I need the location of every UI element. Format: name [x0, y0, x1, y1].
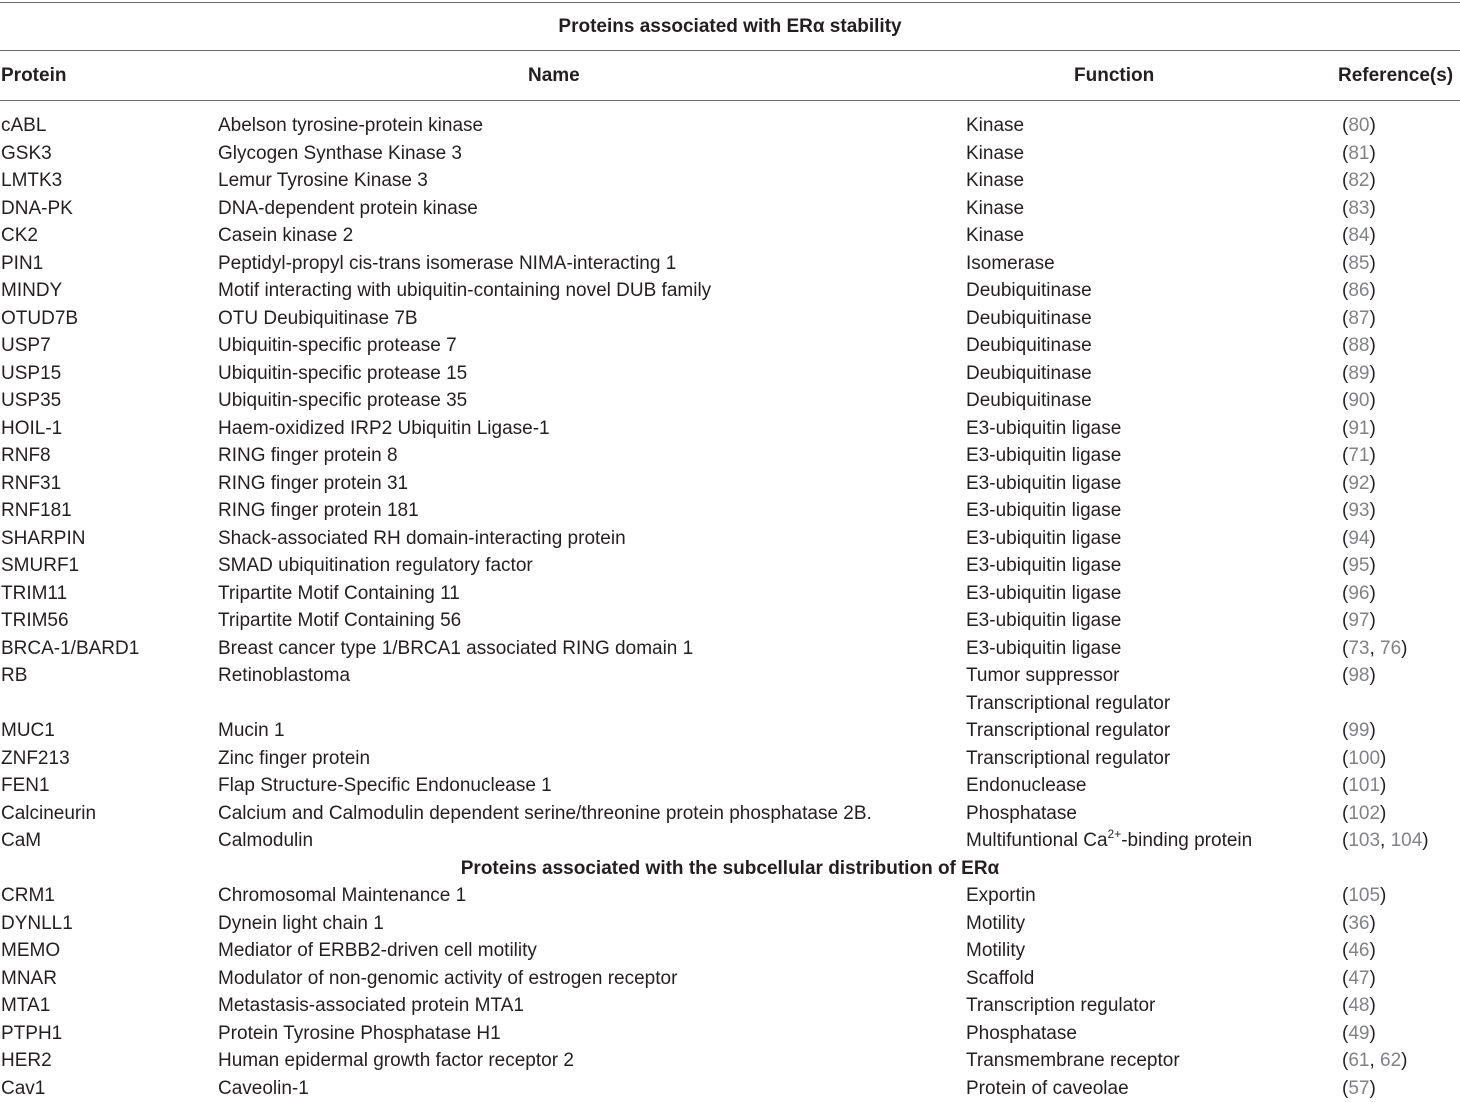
table-row — [0, 305, 1460, 333]
name-cell: RING finger protein 31 — [218, 470, 408, 498]
protein-cell: DYNLL1 — [1, 910, 73, 938]
function-line: E3-ubiquitin ligase — [966, 415, 1121, 443]
protein-cell: RB — [1, 662, 27, 690]
function-line: E3-ubiquitin ligase — [966, 470, 1121, 498]
reference-cell: (71) — [1342, 442, 1376, 470]
reference-link[interactable]: 105 — [1348, 885, 1380, 906]
name-cell: Modulator of non-genomic activity of estrogen receptor — [218, 965, 677, 993]
protein-cell: SHARPIN — [1, 525, 85, 553]
name-cell: RING finger protein 181 — [218, 497, 419, 525]
protein-cell: OTUD7B — [1, 305, 78, 333]
protein-cell: BRCA-1/BARD1 — [1, 635, 139, 663]
name-cell: Breast cancer type 1/BRCA1 associated RING domain 1 — [218, 635, 693, 663]
table-row — [0, 992, 1460, 1020]
function-line: Motility — [966, 937, 1025, 965]
function-cell — [966, 937, 1025, 965]
reference-link[interactable]: 92 — [1348, 473, 1369, 494]
function-line: Deubiquitinase — [966, 387, 1092, 415]
protein-cell: GSK3 — [1, 140, 52, 168]
reference-link[interactable]: 62 — [1380, 1050, 1401, 1071]
function-line: Kinase — [966, 222, 1024, 250]
table-body — [0, 112, 1460, 1102]
reference-link[interactable]: 102 — [1348, 803, 1380, 824]
reference-link[interactable]: 104 — [1391, 830, 1423, 851]
function-line: Motility — [966, 910, 1025, 938]
protein-cell: ZNF213 — [1, 745, 70, 773]
table-row — [0, 1047, 1460, 1075]
name-cell: Haem-oxidized IRP2 Ubiquitin Ligase-1 — [218, 415, 550, 443]
function-cell — [966, 717, 1170, 745]
reference-cell: (83) — [1342, 195, 1376, 223]
name-cell: Calmodulin — [218, 827, 313, 855]
function-line: Transcription regulator — [966, 992, 1155, 1020]
table-row — [0, 497, 1460, 525]
function-cell — [966, 387, 1092, 415]
title-rule — [0, 50, 1460, 51]
function-cell — [966, 662, 1170, 717]
reference-link[interactable]: 73 — [1348, 638, 1369, 659]
protein-cell: USP35 — [1, 387, 61, 415]
reference-cell: (36) — [1342, 910, 1376, 938]
name-cell: Tripartite Motif Containing 56 — [218, 607, 461, 635]
function-line: Tumor suppressor — [966, 662, 1170, 690]
function-line: Transcriptional regulator — [966, 690, 1170, 718]
protein-cell: Cav1 — [1, 1075, 45, 1102]
protein-cell: HER2 — [1, 1047, 52, 1075]
name-cell: Protein Tyrosine Phosphatase H1 — [218, 1020, 501, 1048]
protein-cell: HOIL-1 — [1, 415, 62, 443]
table-row — [0, 442, 1460, 470]
function-cell — [966, 910, 1025, 938]
name-cell: Tripartite Motif Containing 11 — [218, 580, 460, 608]
reference-cell: (80) — [1342, 112, 1376, 140]
column-header-row — [0, 62, 1460, 90]
reference-cell: (89) — [1342, 360, 1376, 388]
table-row — [0, 167, 1460, 195]
protein-cell: MNAR — [1, 965, 57, 993]
reference-cell: (96) — [1342, 580, 1376, 608]
name-cell: Motif interacting with ubiquitin-containing novel DUB family — [218, 277, 711, 305]
reference-link[interactable]: 46 — [1348, 940, 1369, 961]
reference-cell: (101) — [1342, 772, 1386, 800]
header-references: Reference(s) — [1338, 62, 1453, 90]
reference-link[interactable]: 96 — [1348, 583, 1369, 604]
function-line: E3-ubiquitin ligase — [966, 635, 1121, 663]
table-row — [0, 1020, 1460, 1048]
reference-cell: (95) — [1342, 552, 1376, 580]
function-cell — [966, 222, 1024, 250]
name-cell: Abelson tyrosine-protein kinase — [218, 112, 483, 140]
function-cell — [966, 552, 1121, 580]
reference-cell: (47) — [1342, 965, 1376, 993]
reference-link[interactable]: 85 — [1348, 253, 1369, 274]
function-cell — [966, 580, 1121, 608]
function-line: E3-ubiquitin ligase — [966, 442, 1121, 470]
reference-cell: (81) — [1342, 140, 1376, 168]
function-cell — [966, 772, 1086, 800]
name-cell: Chromosomal Maintenance 1 — [218, 882, 466, 910]
reference-cell: (46) — [1342, 937, 1376, 965]
table-row — [0, 772, 1460, 800]
function-line: Phosphatase — [966, 1020, 1077, 1048]
reference-link[interactable]: 101 — [1348, 775, 1380, 796]
function-line: Kinase — [966, 167, 1024, 195]
function-cell — [966, 360, 1092, 388]
name-cell: DNA-dependent protein kinase — [218, 195, 478, 223]
function-cell — [966, 525, 1121, 553]
protein-cell: MUC1 — [1, 717, 55, 745]
protein-cell: TRIM56 — [1, 607, 69, 635]
function-line: Kinase — [966, 140, 1024, 168]
function-cell — [966, 195, 1024, 223]
function-line: Endonuclease — [966, 772, 1086, 800]
table-row — [0, 745, 1460, 773]
reference-cell: (73, 76) — [1342, 635, 1408, 663]
table-row — [0, 112, 1460, 140]
table-row — [0, 140, 1460, 168]
function-cell — [966, 112, 1024, 140]
table-row — [0, 332, 1460, 360]
function-cell — [966, 167, 1024, 195]
function-cell — [966, 442, 1121, 470]
function-cell — [966, 965, 1034, 993]
section-heading: Proteins associated with the subcellular distribution of ERα — [0, 855, 1460, 883]
name-cell: SMAD ubiquitination regulatory factor — [218, 552, 533, 580]
protein-cell: CaM — [1, 827, 41, 855]
function-superscript: 2+ — [1108, 827, 1122, 841]
reference-cell: (49) — [1342, 1020, 1376, 1048]
name-cell: Shack-associated RH domain-interacting protein — [218, 525, 626, 553]
reference-link[interactable]: 82 — [1348, 170, 1369, 191]
protein-cell: MINDY — [1, 277, 62, 305]
function-text: Multifuntional Ca — [966, 830, 1108, 851]
reference-link[interactable]: 36 — [1348, 913, 1369, 934]
function-cell — [966, 305, 1092, 333]
function-line: E3-ubiquitin ligase — [966, 607, 1121, 635]
top-rule — [0, 2, 1460, 3]
header-function: Function — [1074, 62, 1154, 90]
table-row — [0, 525, 1460, 553]
reference-link[interactable]: 87 — [1348, 308, 1369, 329]
name-cell: Retinoblastoma — [218, 662, 350, 690]
table-row — [0, 387, 1460, 415]
function-line: Deubiquitinase — [966, 277, 1092, 305]
table-row — [0, 800, 1460, 828]
function-cell — [966, 1020, 1077, 1048]
function-line: E3-ubiquitin ligase — [966, 580, 1121, 608]
table-row — [0, 415, 1460, 443]
function-line: E3-ubiquitin ligase — [966, 525, 1121, 553]
function-cell — [966, 745, 1170, 773]
table-row — [0, 470, 1460, 498]
reference-cell: (88) — [1342, 332, 1376, 360]
reference-link[interactable]: 61 — [1348, 1050, 1369, 1071]
reference-cell: (105) — [1342, 882, 1386, 910]
name-cell: Casein kinase 2 — [218, 222, 353, 250]
table-row — [0, 937, 1460, 965]
name-cell: Zinc finger protein — [218, 745, 370, 773]
protein-cell: SMURF1 — [1, 552, 79, 580]
function-cell — [966, 415, 1121, 443]
reference-cell: (61, 62) — [1342, 1047, 1408, 1075]
protein-cell: MTA1 — [1, 992, 50, 1020]
table-row — [0, 882, 1460, 910]
reference-link[interactable]: 83 — [1348, 198, 1369, 219]
name-cell: Lemur Tyrosine Kinase 3 — [218, 167, 428, 195]
header-rule — [0, 100, 1460, 101]
table-row — [0, 717, 1460, 745]
protein-cell: RNF31 — [1, 470, 61, 498]
reference-cell: (82) — [1342, 167, 1376, 195]
reference-cell: (98) — [1342, 662, 1376, 690]
reference-cell: (57) — [1342, 1075, 1376, 1102]
reference-link[interactable]: 93 — [1348, 500, 1369, 521]
reference-link[interactable]: 94 — [1348, 528, 1369, 549]
function-cell — [966, 635, 1121, 663]
reference-cell: (92) — [1342, 470, 1376, 498]
reference-link[interactable]: 84 — [1348, 225, 1369, 246]
reference-link[interactable]: 103 — [1348, 830, 1380, 851]
function-line: Protein of caveolae — [966, 1075, 1129, 1102]
protein-cell: FEN1 — [1, 772, 50, 800]
function-line: Deubiquitinase — [966, 305, 1092, 333]
reference-link[interactable]: 97 — [1348, 610, 1369, 631]
table-row — [0, 222, 1460, 250]
reference-cell: (85) — [1342, 250, 1376, 278]
reference-link[interactable]: 90 — [1348, 390, 1369, 411]
protein-cell: RNF181 — [1, 497, 72, 525]
name-cell: Metastasis-associated protein MTA1 — [218, 992, 524, 1020]
function-text: -binding protein — [1121, 830, 1252, 851]
reference-link[interactable]: 47 — [1348, 968, 1369, 989]
table-row — [0, 635, 1460, 663]
reference-cell: (84) — [1342, 222, 1376, 250]
table-row — [0, 1075, 1460, 1102]
function-line: Isomerase — [966, 250, 1055, 278]
protein-cell: USP7 — [1, 332, 51, 360]
function-line: Kinase — [966, 195, 1024, 223]
reference-link[interactable]: 88 — [1348, 335, 1369, 356]
function-cell — [966, 470, 1121, 498]
name-cell: Human epidermal growth factor receptor 2 — [218, 1047, 574, 1075]
reference-cell: (93) — [1342, 497, 1376, 525]
function-cell — [966, 497, 1121, 525]
reference-cell: (100) — [1342, 745, 1386, 773]
name-cell: Mucin 1 — [218, 717, 285, 745]
table-row — [0, 827, 1460, 855]
name-cell: Mediator of ERBB2-driven cell motility — [218, 937, 537, 965]
protein-cell: TRIM11 — [1, 580, 67, 608]
name-cell: Flap Structure-Specific Endonuclease 1 — [218, 772, 552, 800]
table-row — [0, 910, 1460, 938]
name-cell: Calcium and Calmodulin dependent serine/threonine protein phosphatase 2B. — [218, 800, 872, 828]
reference-cell: (91) — [1342, 415, 1376, 443]
function-line: Phosphatase — [966, 800, 1077, 828]
function-cell — [966, 140, 1024, 168]
table-row — [0, 250, 1460, 278]
function-line: Scaffold — [966, 965, 1034, 993]
reference-link[interactable]: 99 — [1348, 720, 1369, 741]
reference-cell: (90) — [1342, 387, 1376, 415]
table-row — [0, 552, 1460, 580]
table-row — [0, 607, 1460, 635]
table-row — [0, 965, 1460, 993]
name-cell: RING finger protein 8 — [218, 442, 398, 470]
table-row — [0, 662, 1460, 717]
reference-cell: (86) — [1342, 277, 1376, 305]
protein-cell: Calcineurin — [1, 800, 96, 828]
function-line: Exportin — [966, 882, 1036, 910]
reference-link[interactable]: 89 — [1348, 363, 1369, 384]
function-cell — [966, 277, 1092, 305]
function-cell — [966, 800, 1077, 828]
protein-cell: CRM1 — [1, 882, 55, 910]
reference-link[interactable]: 57 — [1348, 1078, 1369, 1099]
function-line: E3-ubiquitin ligase — [966, 497, 1121, 525]
reference-link[interactable]: 81 — [1348, 143, 1369, 164]
function-cell — [966, 992, 1155, 1020]
function-cell — [966, 882, 1036, 910]
reference-link[interactable]: 91 — [1348, 418, 1369, 439]
function-line: Transmembrane receptor — [966, 1047, 1180, 1075]
function-cell — [966, 607, 1121, 635]
function-line: Deubiquitinase — [966, 332, 1092, 360]
reference-link[interactable]: 71 — [1348, 445, 1369, 466]
name-cell: Ubiquitin-specific protease 35 — [218, 387, 467, 415]
protein-cell: LMTK3 — [1, 167, 62, 195]
name-cell: Peptidyl-propyl cis-trans isomerase NIMA-interacting 1 — [218, 250, 676, 278]
function-line: Kinase — [966, 112, 1024, 140]
table-row — [0, 580, 1460, 608]
protein-cell: DNA-PK — [1, 195, 73, 223]
reference-link[interactable]: 76 — [1380, 638, 1401, 659]
protein-cell: RNF8 — [1, 442, 51, 470]
reference-cell: (99) — [1342, 717, 1376, 745]
table-title: Proteins associated with ERα stability — [0, 13, 1460, 41]
protein-cell: PIN1 — [1, 250, 43, 278]
name-cell: Ubiquitin-specific protease 7 — [218, 332, 457, 360]
reference-cell: (94) — [1342, 525, 1376, 553]
reference-link[interactable]: 48 — [1348, 995, 1369, 1016]
reference-cell: (103, 104) — [1342, 827, 1429, 855]
name-cell: Dynein light chain 1 — [218, 910, 384, 938]
function-cell — [966, 1075, 1129, 1102]
name-cell: Glycogen Synthase Kinase 3 — [218, 140, 462, 168]
reference-cell: (97) — [1342, 607, 1376, 635]
function-cell — [966, 827, 1252, 855]
protein-cell: CK2 — [1, 222, 38, 250]
header-protein: Protein — [1, 62, 66, 90]
function-line: Transcriptional regulator — [966, 745, 1170, 773]
function-cell — [966, 332, 1092, 360]
reference-cell: (48) — [1342, 992, 1376, 1020]
name-cell: OTU Deubiquitinase 7B — [218, 305, 418, 333]
function-line: E3-ubiquitin ligase — [966, 552, 1121, 580]
reference-link[interactable]: 100 — [1348, 748, 1380, 769]
header-name: Name — [528, 62, 580, 90]
reference-link[interactable]: 49 — [1348, 1023, 1369, 1044]
function-cell — [966, 250, 1055, 278]
name-cell: Ubiquitin-specific protease 15 — [218, 360, 467, 388]
name-cell: Caveolin-1 — [218, 1075, 309, 1102]
table-row — [0, 277, 1460, 305]
reference-link[interactable]: 86 — [1348, 280, 1369, 301]
protein-cell: USP15 — [1, 360, 61, 388]
reference-link[interactable]: 98 — [1348, 665, 1369, 686]
reference-link[interactable]: 95 — [1348, 555, 1369, 576]
reference-cell: (87) — [1342, 305, 1376, 333]
function-cell — [966, 1047, 1180, 1075]
protein-cell: PTPH1 — [1, 1020, 62, 1048]
protein-cell: MEMO — [1, 937, 60, 965]
protein-cell: cABL — [1, 112, 46, 140]
table-row — [0, 360, 1460, 388]
reference-cell: (102) — [1342, 800, 1386, 828]
table-row — [0, 195, 1460, 223]
function-line: Deubiquitinase — [966, 360, 1092, 388]
reference-link[interactable]: 80 — [1348, 115, 1369, 136]
function-line: Transcriptional regulator — [966, 717, 1170, 745]
